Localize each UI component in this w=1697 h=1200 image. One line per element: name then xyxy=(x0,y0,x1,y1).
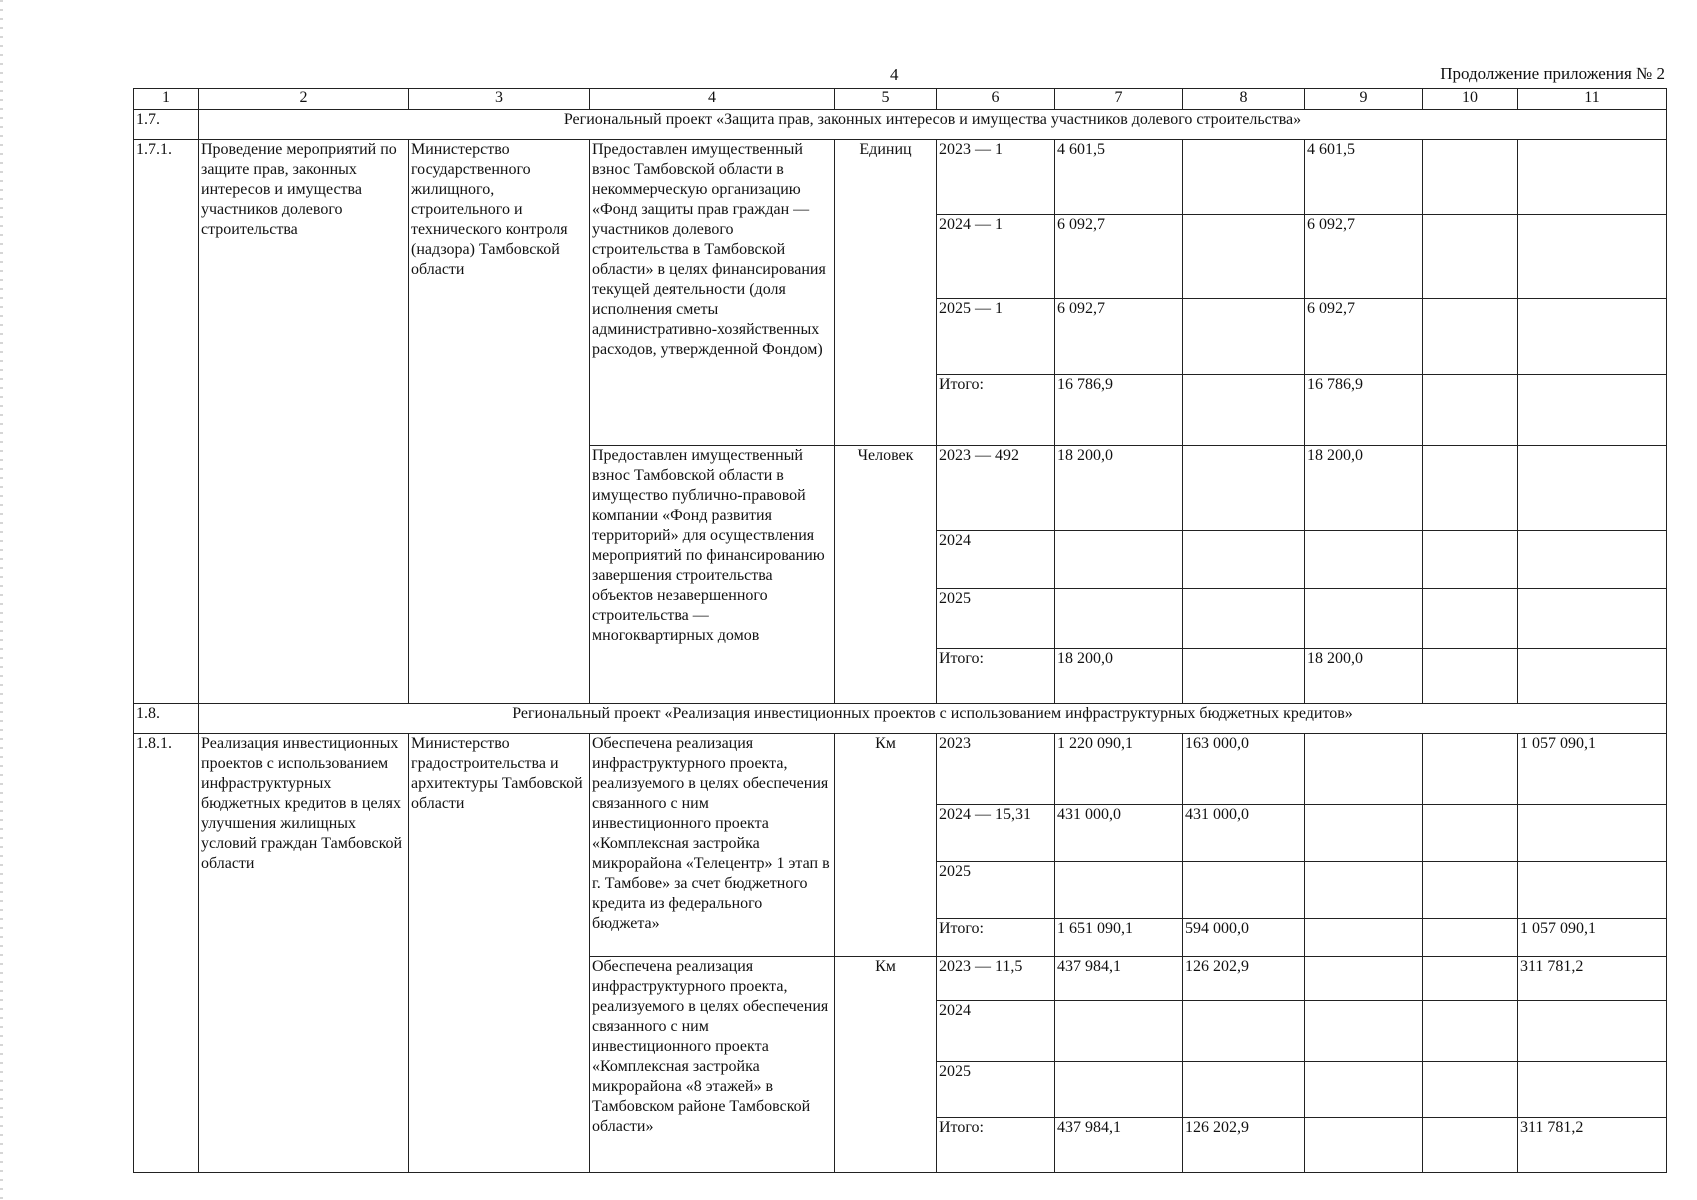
column-header: 3 xyxy=(409,89,590,110)
item-unit: Км xyxy=(835,957,937,1173)
section-number: 1.8. xyxy=(134,704,199,734)
appendix-table xyxy=(133,88,1667,1173)
year-cell: 2023 — 1 xyxy=(937,140,1055,215)
value-cell: 311 781,2 xyxy=(1518,1118,1667,1173)
section-number: 1.7. xyxy=(134,110,199,140)
value-cell xyxy=(1423,299,1518,375)
table-row xyxy=(134,734,1667,805)
value-cell xyxy=(1305,1118,1423,1173)
column-header: 2 xyxy=(199,89,409,110)
value-cell: 1 220 090,1 xyxy=(1055,734,1183,805)
item-number: 1.8.1. xyxy=(134,734,199,1173)
year-cell: 2024 — 15,31 xyxy=(937,805,1055,862)
column-header: 6 xyxy=(937,89,1055,110)
value-cell xyxy=(1305,919,1423,957)
year-cell: 2024 xyxy=(937,531,1055,589)
value-cell: 6 092,7 xyxy=(1305,299,1423,375)
item-unit: Человек xyxy=(835,446,937,704)
column-header: 7 xyxy=(1055,89,1183,110)
value-cell xyxy=(1055,862,1183,919)
value-cell xyxy=(1518,649,1667,704)
value-cell: 594 000,0 xyxy=(1183,919,1305,957)
item-result: Предоставлен имущественный взнос Тамбовской области в некоммерческую организацию «Фонд защиты прав граждан — участников долевого строительства в Тамбовской области» в целях финансирования текущей деятельности (доля исполнения сметы административно-хозяйственных расходов, утвержденной Фондом) xyxy=(590,140,835,446)
value-cell xyxy=(1183,215,1305,299)
year-cell: 2023 — 492 xyxy=(937,446,1055,531)
item-unit: Км xyxy=(835,734,937,957)
value-cell: 437 984,1 xyxy=(1055,1118,1183,1173)
value-cell xyxy=(1183,140,1305,215)
value-cell: 16 786,9 xyxy=(1305,375,1423,446)
value-cell: 6 092,7 xyxy=(1055,299,1183,375)
value-cell xyxy=(1518,589,1667,649)
value-cell xyxy=(1423,446,1518,531)
value-cell: 1 651 090,1 xyxy=(1055,919,1183,957)
value-cell: 16 786,9 xyxy=(1055,375,1183,446)
year-cell: 2024 xyxy=(937,1001,1055,1062)
value-cell: 1 057 090,1 xyxy=(1518,919,1667,957)
column-header: 11 xyxy=(1518,89,1667,110)
value-cell xyxy=(1423,531,1518,589)
section-title: Региональный проект «Защита прав, законных интересов и имущества участников долевого строительства» xyxy=(199,110,1667,140)
value-cell: 6 092,7 xyxy=(1305,215,1423,299)
value-cell xyxy=(1423,649,1518,704)
column-header: 10 xyxy=(1423,89,1518,110)
value-cell xyxy=(1183,446,1305,531)
item-executor: Министерство градостроительства и архитектуры Тамбовской области xyxy=(409,734,590,1173)
value-cell xyxy=(1423,1001,1518,1062)
value-cell xyxy=(1183,862,1305,919)
value-cell xyxy=(1183,531,1305,589)
value-cell xyxy=(1423,375,1518,446)
year-cell: 2025 — 1 xyxy=(937,299,1055,375)
table-row xyxy=(134,140,1667,215)
value-cell: 431 000,0 xyxy=(1055,805,1183,862)
value-cell xyxy=(1305,957,1423,1001)
column-header: 4 xyxy=(590,89,835,110)
column-header: 8 xyxy=(1183,89,1305,110)
value-cell: 126 202,9 xyxy=(1183,1118,1305,1173)
value-cell: 4 601,5 xyxy=(1305,140,1423,215)
value-cell xyxy=(1518,862,1667,919)
value-cell: 18 200,0 xyxy=(1305,649,1423,704)
value-cell xyxy=(1518,215,1667,299)
year-cell: Итого: xyxy=(937,919,1055,957)
value-cell xyxy=(1305,1001,1423,1062)
section-row xyxy=(134,704,1667,734)
value-cell xyxy=(1055,1001,1183,1062)
value-cell xyxy=(1423,805,1518,862)
value-cell xyxy=(1305,734,1423,805)
value-cell xyxy=(1518,1062,1667,1118)
value-cell: 18 200,0 xyxy=(1055,649,1183,704)
value-cell xyxy=(1183,589,1305,649)
value-cell xyxy=(1423,919,1518,957)
year-cell: Итого: xyxy=(937,375,1055,446)
value-cell: 431 000,0 xyxy=(1183,805,1305,862)
year-cell: 2025 xyxy=(937,1062,1055,1118)
value-cell xyxy=(1518,446,1667,531)
value-cell xyxy=(1518,375,1667,446)
item-unit: Единиц xyxy=(835,140,937,446)
value-cell: 1 057 090,1 xyxy=(1518,734,1667,805)
value-cell xyxy=(1423,140,1518,215)
value-cell xyxy=(1305,531,1423,589)
value-cell: 4 601,5 xyxy=(1055,140,1183,215)
value-cell xyxy=(1183,1062,1305,1118)
value-cell xyxy=(1423,957,1518,1001)
value-cell xyxy=(1183,375,1305,446)
value-cell xyxy=(1305,805,1423,862)
column-number-row xyxy=(134,89,1667,110)
value-cell xyxy=(1305,1062,1423,1118)
value-cell: 18 200,0 xyxy=(1055,446,1183,531)
value-cell xyxy=(1518,140,1667,215)
section-title: Региональный проект «Реализация инвестиционных проектов с использованием инфраструктурных бюджетных кредитов» xyxy=(199,704,1667,734)
scan-edge-artifact xyxy=(0,0,3,1200)
item-name: Реализация инвестиционных проектов с использованием инфраструктурных бюджетных кредитов в целях улучшения жилищных условий граждан Тамбовской области xyxy=(199,734,409,1173)
value-cell xyxy=(1423,589,1518,649)
value-cell xyxy=(1183,299,1305,375)
year-cell: 2025 xyxy=(937,589,1055,649)
value-cell xyxy=(1518,1001,1667,1062)
value-cell xyxy=(1423,1118,1518,1173)
value-cell: 163 000,0 xyxy=(1183,734,1305,805)
value-cell xyxy=(1055,589,1183,649)
continuation-caption: Продолжение приложения № 2 xyxy=(1440,64,1665,83)
value-cell xyxy=(1423,215,1518,299)
year-cell: 2023 — 11,5 xyxy=(937,957,1055,1001)
value-cell: 311 781,2 xyxy=(1518,957,1667,1001)
year-cell: 2025 xyxy=(937,862,1055,919)
item-result: Обеспечена реализация инфраструктурного проекта, реализуемого в целях обеспечения связанного с ним инвестиционного проекта «Комплексная застройка микрорайона «8 этажей» в Тамбовском районе Тамбовской области» xyxy=(590,957,835,1173)
value-cell xyxy=(1183,1001,1305,1062)
column-header: 9 xyxy=(1305,89,1423,110)
value-cell xyxy=(1518,805,1667,862)
column-header: 5 xyxy=(835,89,937,110)
value-cell xyxy=(1518,299,1667,375)
value-cell: 6 092,7 xyxy=(1055,215,1183,299)
value-cell xyxy=(1055,1062,1183,1118)
item-result: Предоставлен имущественный взнос Тамбовской области в имущество публично-правовой компании «Фонд развития территорий» для осуществления мероприятий по финансированию завершения строительства объектов незавершенного строительства — многоквартирных домов xyxy=(590,446,835,704)
section-row xyxy=(134,110,1667,140)
item-number: 1.7.1. xyxy=(134,140,199,704)
item-executor: Министерство государственного жилищного, строительного и технического контроля (надзора) Тамбовской области xyxy=(409,140,590,704)
value-cell xyxy=(1518,531,1667,589)
page-number: 4 xyxy=(890,65,899,84)
year-cell: Итого: xyxy=(937,649,1055,704)
item-result: Обеспечена реализация инфраструктурного проекта, реализуемого в целях обеспечения связанного с ним инвестиционного проекта «Комплексная застройка микрорайона «Телецентр» 1 этап в г. Тамбове» за счет бюджетного кредита из федерального бюджета» xyxy=(590,734,835,957)
year-cell: 2023 xyxy=(937,734,1055,805)
value-cell xyxy=(1183,649,1305,704)
value-cell xyxy=(1305,589,1423,649)
value-cell xyxy=(1305,862,1423,919)
value-cell: 126 202,9 xyxy=(1183,957,1305,1001)
value-cell xyxy=(1423,734,1518,805)
value-cell xyxy=(1055,531,1183,589)
year-cell: Итого: xyxy=(937,1118,1055,1173)
year-cell: 2024 — 1 xyxy=(937,215,1055,299)
column-header: 1 xyxy=(134,89,199,110)
value-cell: 437 984,1 xyxy=(1055,957,1183,1001)
value-cell xyxy=(1423,862,1518,919)
value-cell: 18 200,0 xyxy=(1305,446,1423,531)
item-name: Проведение мероприятий по защите прав, законных интересов и имущества участников долевого строительства xyxy=(199,140,409,704)
value-cell xyxy=(1423,1062,1518,1118)
